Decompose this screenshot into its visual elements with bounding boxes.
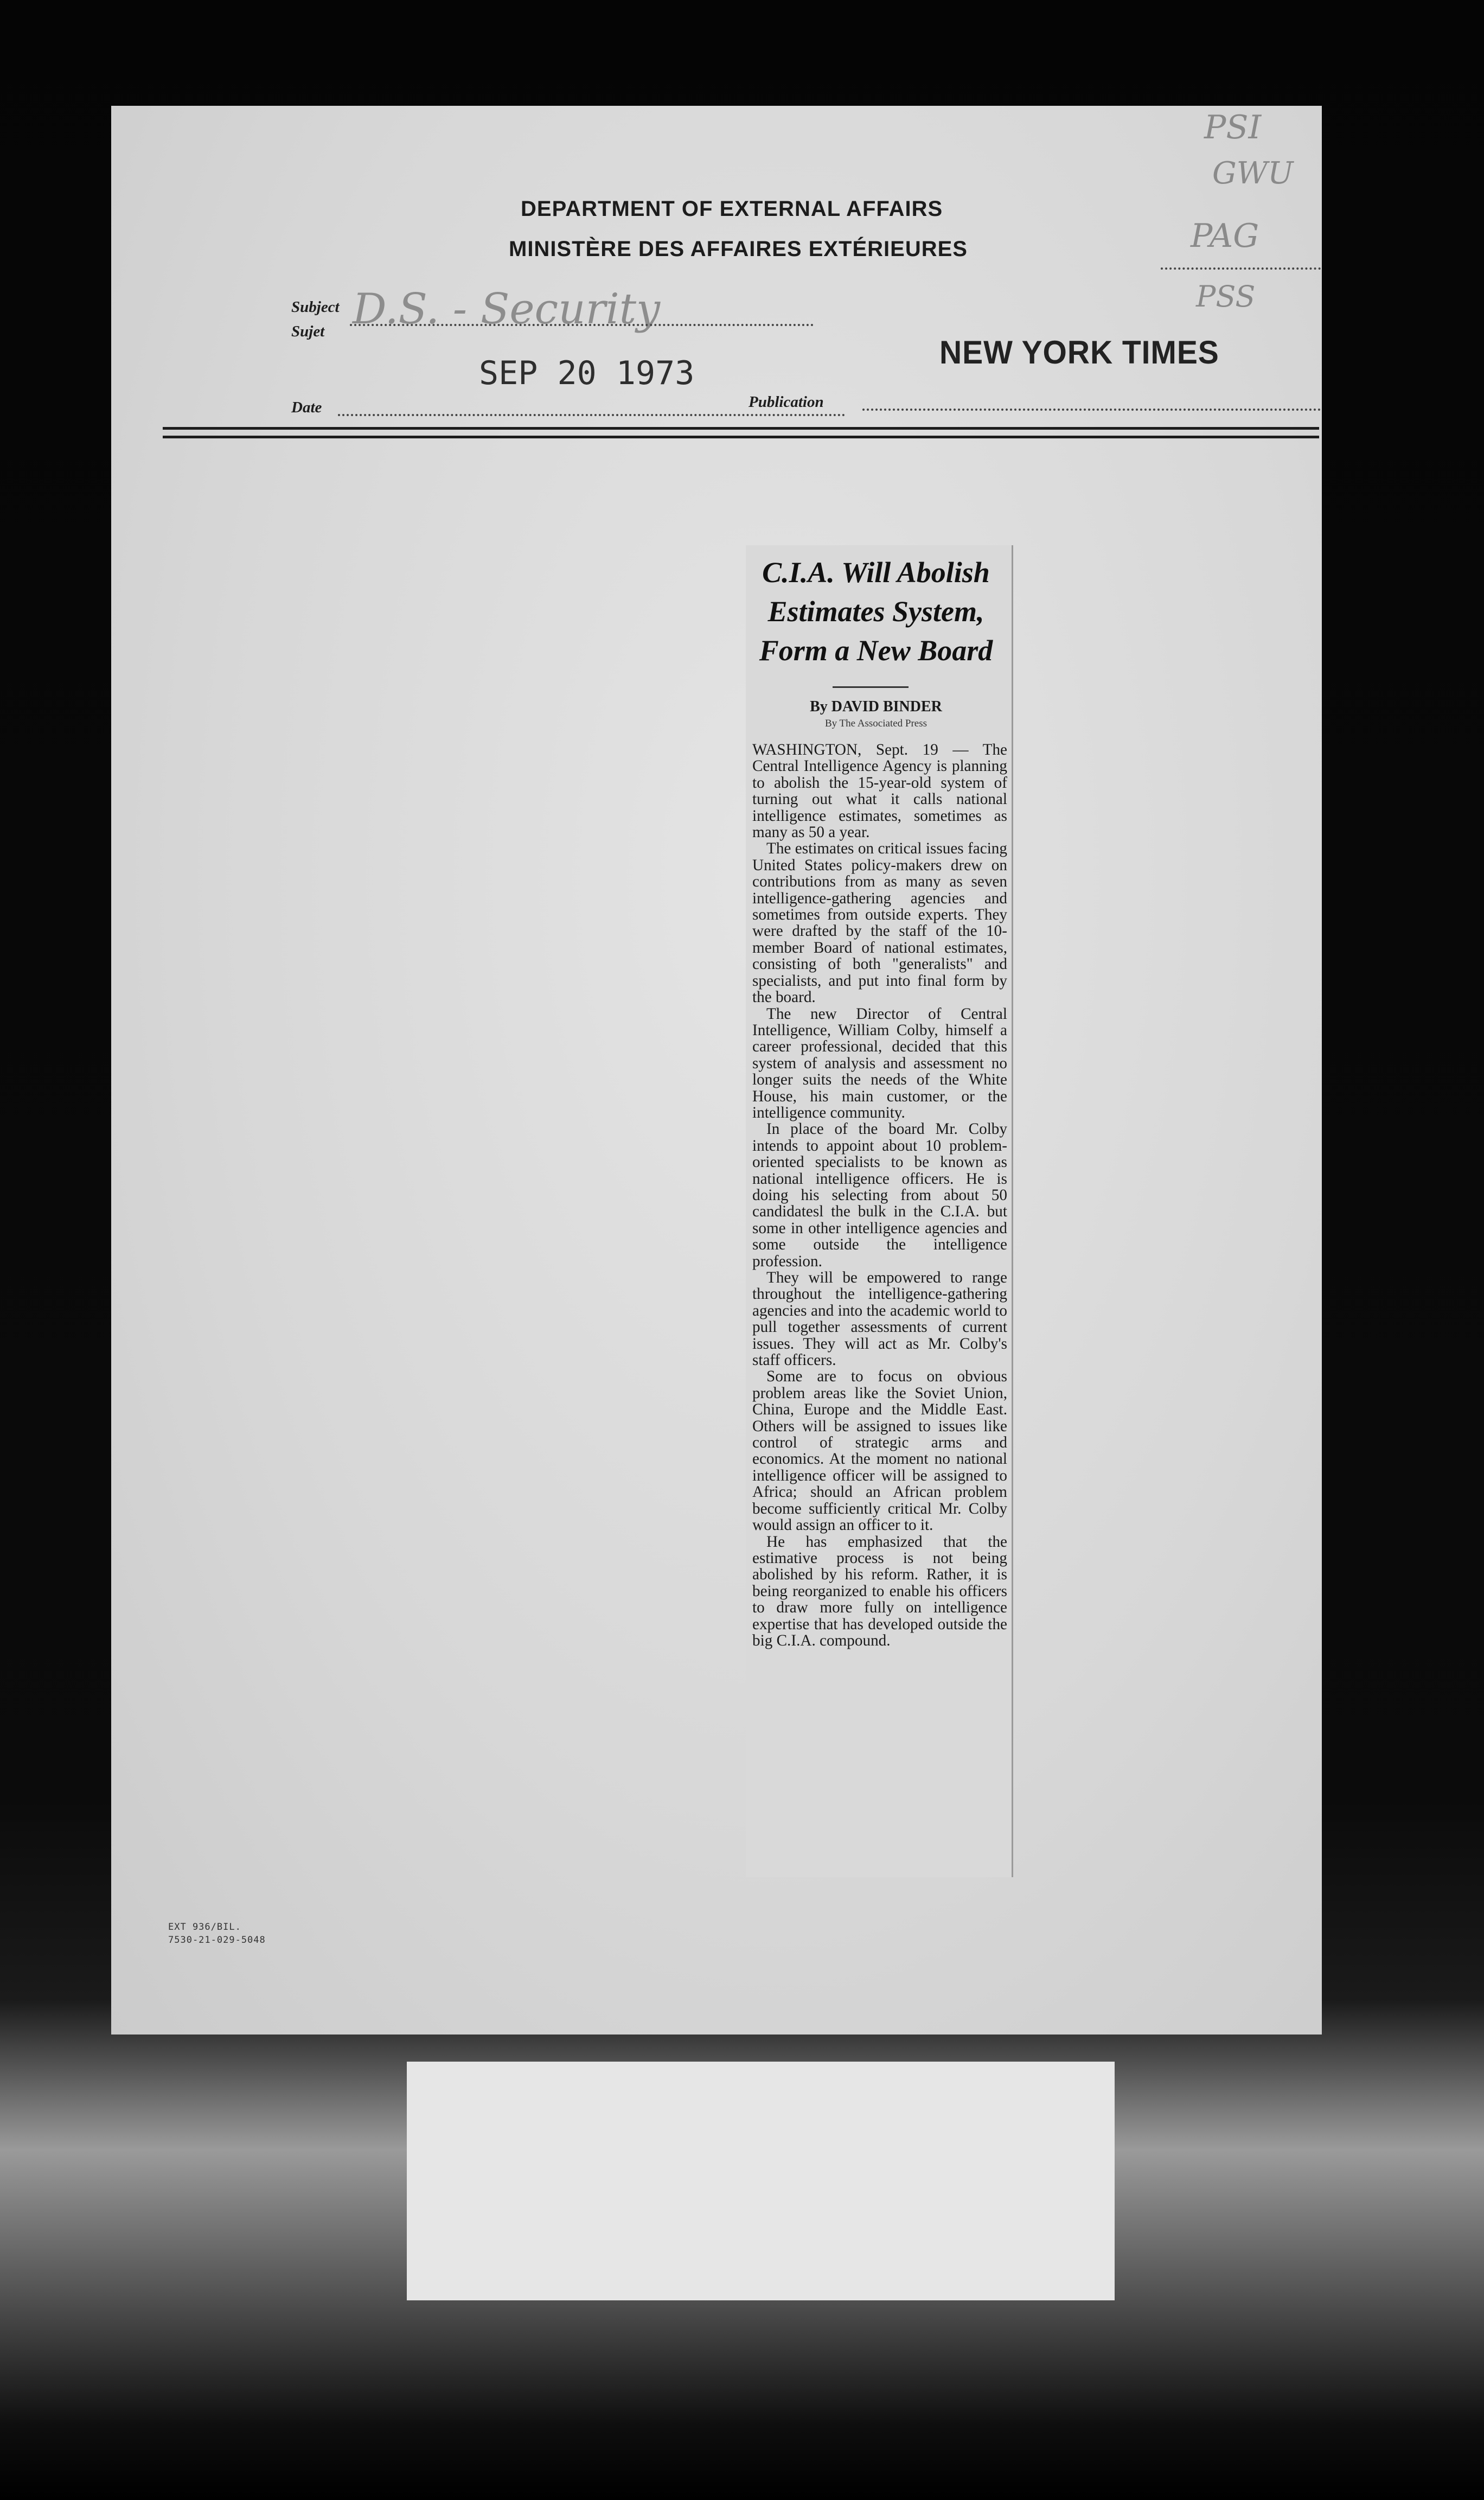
article-paragraph: They will be empowered to range throughout the intelligence-gathering agencies and into the academic world to pull together assessments of current issues. They will act as Mr. Colby's staff officers. [752, 1269, 1007, 1369]
article-paragraph: Some are to focus on obvious problem areas like the Soviet Union, China, Europe and the Middle East. Others will be assigned to issues like control of strategic arms and economics. At the moment no national intelligence officer will be assigned to Africa; should an African problem become sufficiently critical Mr. Colby would assign an officer to it. [752, 1368, 1007, 1534]
newspaper-clipping [746, 545, 1013, 1877]
article-paragraph: In place of the board Mr. Colby intends to appoint about 10 problem-oriented specialists to be known as national intelligence officers. He is doing his selecting from about 50 candidatesl the bulk in the C.I.A. but some in other intelligence agencies and some outside the intelligence profession. [752, 1120, 1007, 1270]
form-code [168, 1921, 266, 1947]
headline-line-1: C.I.A. Will Abolish [762, 556, 990, 589]
subject-label: Subject [291, 298, 340, 316]
subject-dotted-line [350, 324, 814, 326]
headline-line-3: Form a New Board [759, 634, 993, 667]
header-rule-top [163, 427, 1319, 430]
publication-label: Publication [749, 393, 824, 411]
date-stamp: SEP 20 1973 [479, 354, 695, 392]
handwritten-code-4: PSS [1196, 279, 1256, 314]
blank-slip [407, 2062, 1115, 2300]
byline: By DAVID BINDER [810, 698, 942, 715]
sujet-label: Sujet [291, 323, 325, 340]
article-paragraph: The estimates on critical issues facing United States policy-makers drew on contributions from as many as seven intelligence-gathering agencies and sometimes from outside experts. They were drafted by the staff of the 10-member Board of national estimates, consisting of both "generalists" and specialists, and put into final form by the board. [752, 840, 1007, 1006]
article-body [752, 742, 1007, 1649]
handwritten-code-2: GWU [1212, 156, 1294, 191]
form-code-line-2: 7530-21-029-5048 [168, 1935, 266, 1946]
handwritten-code-1: PSI [1204, 109, 1262, 146]
press-credit: By The Associated Press [824, 718, 928, 729]
dept-english: DEPARTMENT OF EXTERNAL AFFAIRS [521, 197, 943, 221]
publication-dotted-line [862, 409, 1321, 411]
document-sheet [111, 106, 1322, 2035]
article-paragraph: WASHINGTON, Sept. 19 — The Central Intelligence Agency is planning to abolish the 15-year-old system of turning out what it calls national intelligence estimates, sometimes as many as 50 a year. [752, 741, 1007, 841]
dept-french: MINISTÈRE DES AFFAIRES EXTÉRIEURES [509, 237, 968, 261]
subject-value: D.S. - Security [353, 285, 661, 334]
handwritten-code-3: PAG [1191, 217, 1259, 255]
date-dotted-line [338, 414, 845, 416]
form-code-line-1: EXT 936/BIL. [168, 1922, 241, 1933]
headline-line-2: Estimates System, [767, 595, 984, 628]
header-rule-bottom [163, 436, 1319, 438]
headline-rule [833, 686, 909, 688]
article-paragraph: The new Director of Central Intelligence, William Colby, himself a career professional, decided that this system of analysis and assessment no longer suits the needs of the White House, his main customer, or the intelligence community. [752, 1005, 1007, 1121]
article-paragraph: He has emphasized that the estimative process is not being abolished by his reform. Rather, it is being reorganized to enable his officers to draw more fully on intelligence expertise that has developed outside the big C.I.A. compound. [752, 1533, 1007, 1649]
publication-value: NEW YORK TIMES [939, 334, 1219, 371]
date-label: Date [291, 399, 322, 416]
code-dotted-line [1161, 267, 1321, 270]
